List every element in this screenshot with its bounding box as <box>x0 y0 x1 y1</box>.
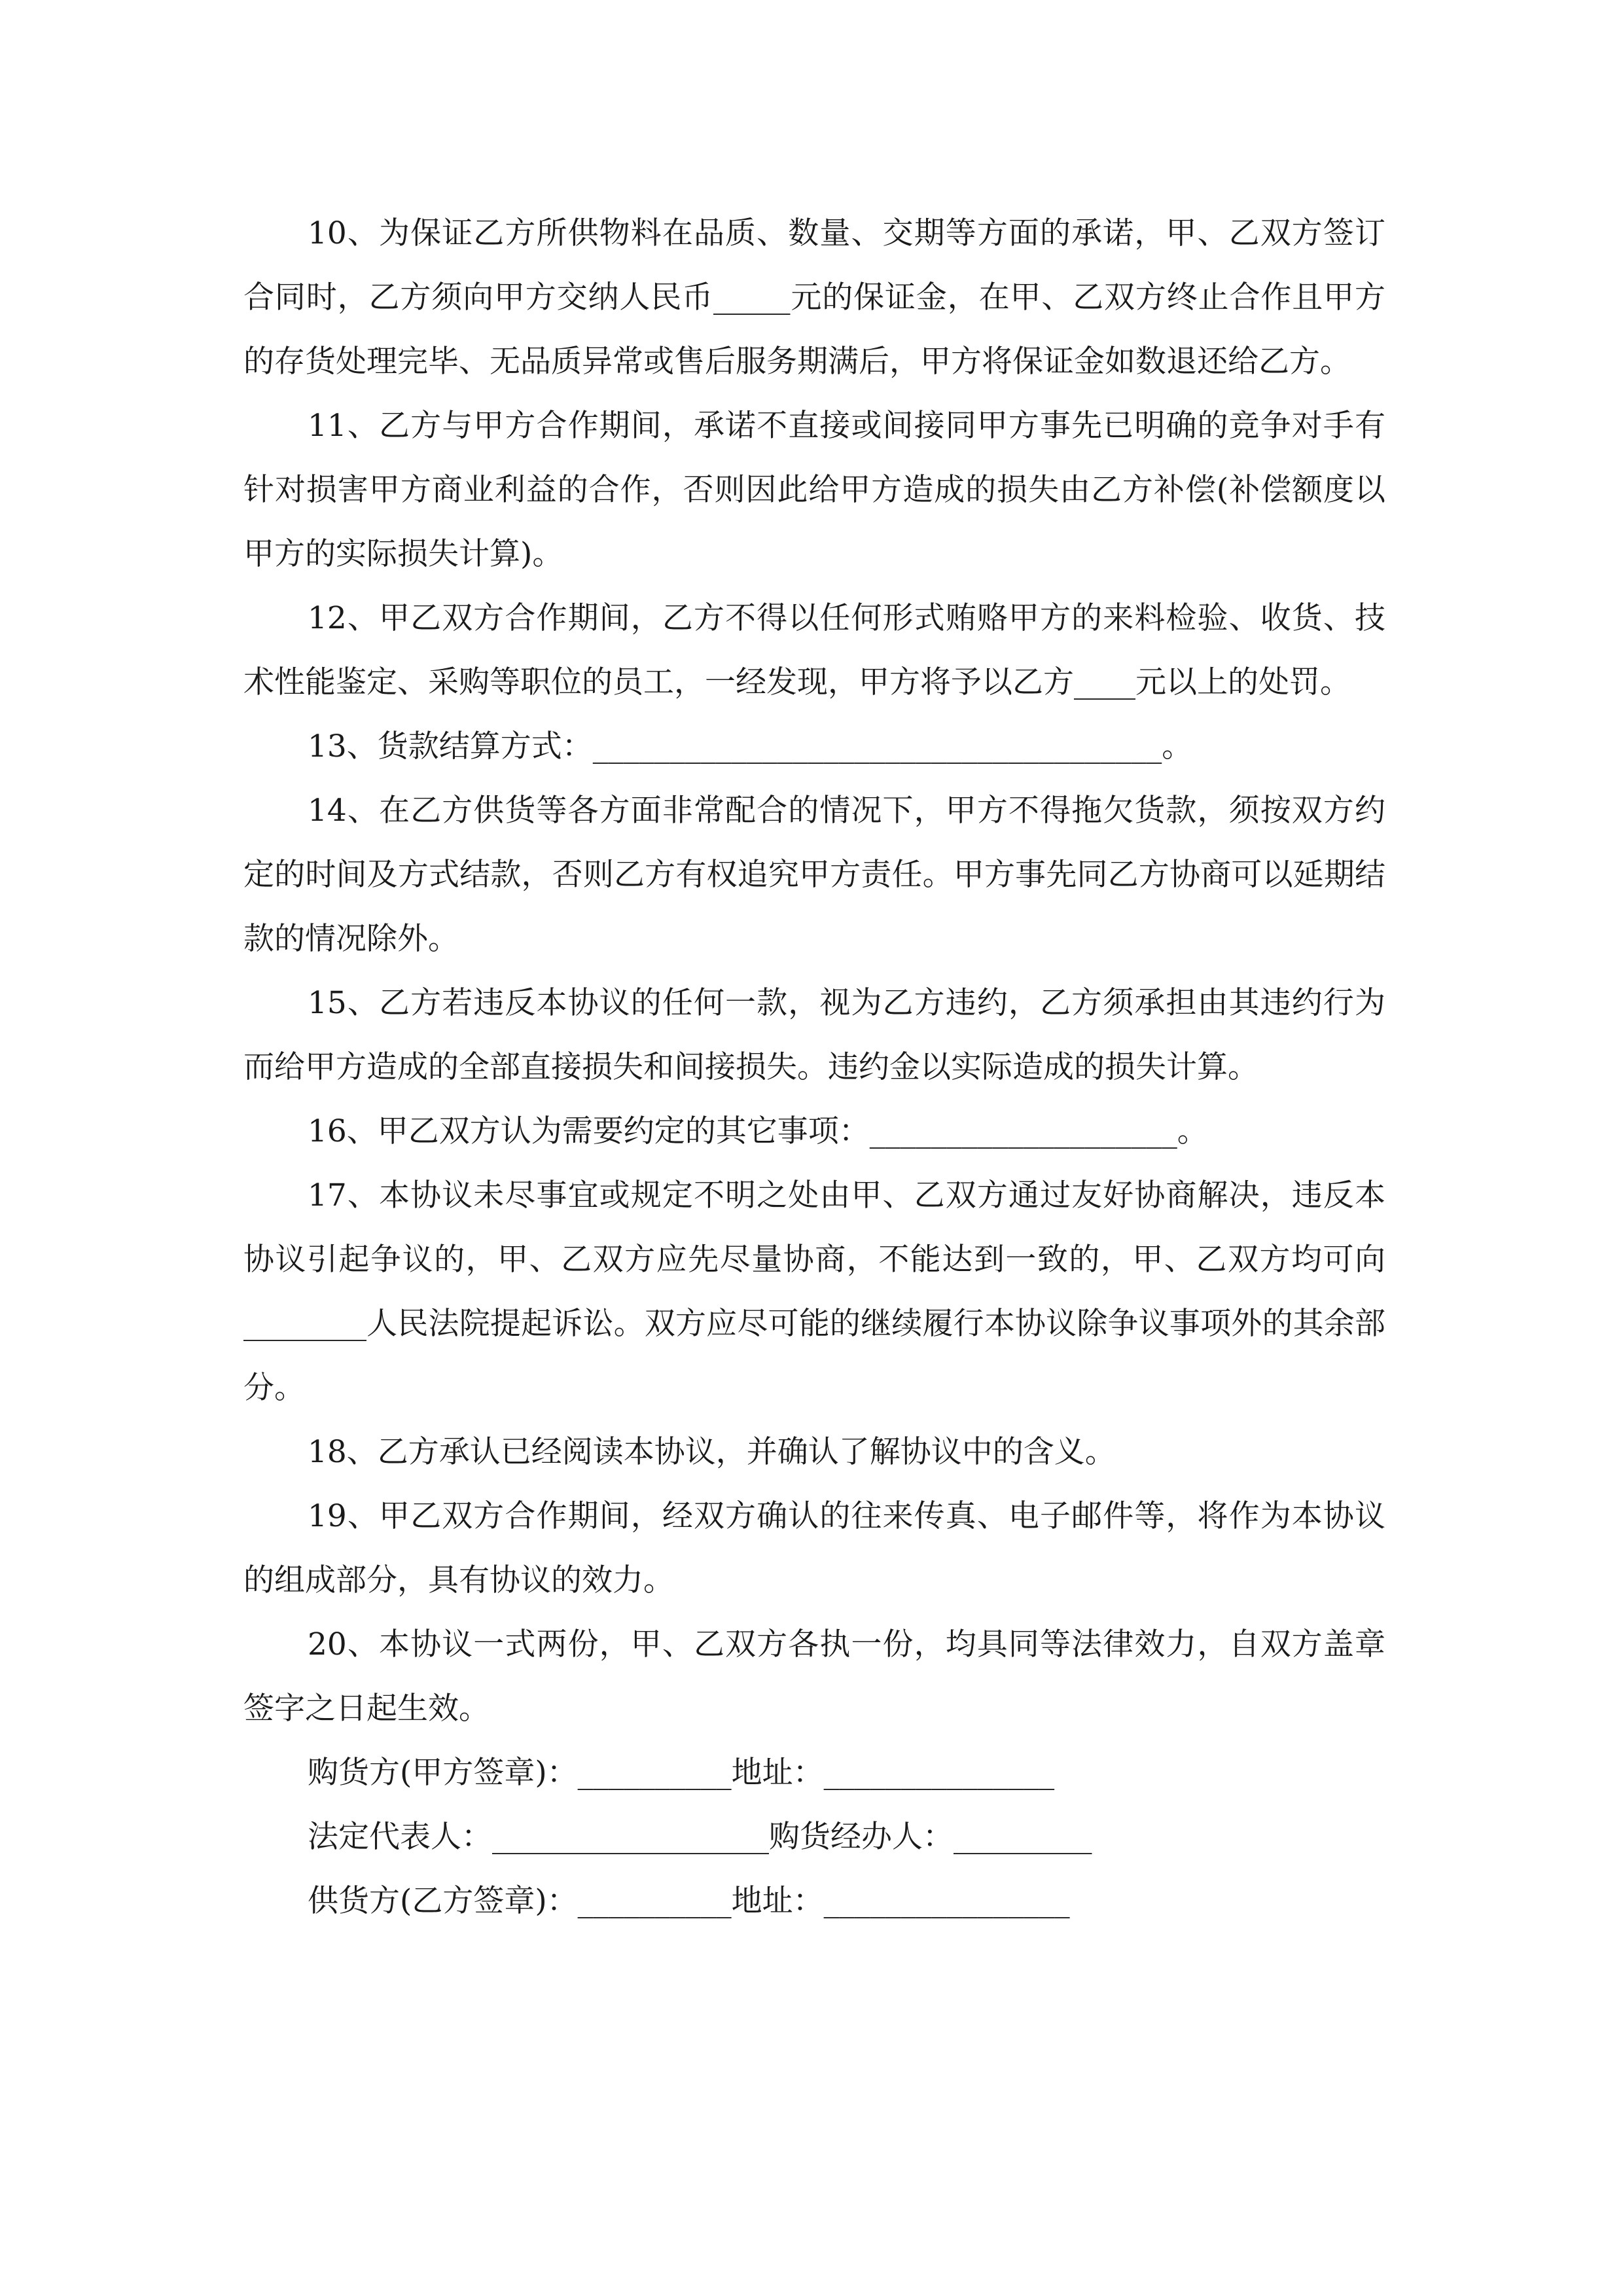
representative-signature-line: 法定代表人：__________________购货经办人：_________ <box>308 1819 1092 1855</box>
clause-15: 15、乙方若违反本协议的任何一款，视为乙方违约，乙方须承担由其违约行为而给甲方造成的全部直接损失和间接损失。违约金以实际造成的损失计算。 <box>243 985 1385 1085</box>
clause-19: 19、甲乙双方合作期间，经双方确认的往来传真、电子邮件等，将作为本协议的组成部分，具有协议的效力。 <box>243 1498 1385 1598</box>
clause-10: 10、为保证乙方所供物料在品质、数量、交期等方面的承诺，甲、乙双方签订合同时，乙方须向甲方交纳人民币_____元的保证金，在甲、乙双方终止合作且甲方的存货处理完毕、无品质异常或售后服务期满后，甲方将保证金如数退还给乙方。 <box>243 215 1385 380</box>
clause-11: 11、乙方与甲方合作期间，承诺不直接或间接同甲方事先已明确的竞争对手有针对损害甲方商业利益的合作，否则因此给甲方造成的损失由乙方补偿(补偿额度以甲方的实际损失计算)。 <box>243 408 1385 572</box>
clause-16: 16、甲乙双方认为需要约定的其它事项：____________________。 <box>308 1113 1208 1149</box>
buyer-signature-line: 购货方(甲方签章)：__________地址：_______________ <box>308 1755 1055 1791</box>
document-body <box>243 202 1385 1933</box>
clause-14: 14、在乙方供货等各方面非常配合的情况下，甲方不得拖欠货款，须按双方约定的时间及方式结款，否则乙方有权追究甲方责任。甲方事先同乙方协商可以延期结款的情况除外。 <box>243 793 1385 957</box>
clause-20: 20、本协议一式两份，甲、乙双方各执一份，均具同等法律效力，自双方盖章签字之日起生效。 <box>243 1626 1385 1727</box>
clause-18: 18、乙方承认已经阅读本协议，并确认了解协议中的含义。 <box>308 1434 1116 1470</box>
clause-13: 13、货款结算方式：_____________________________________。 <box>308 728 1193 764</box>
clause-17: 17、本协议未尽事宜或规定不明之处由甲、乙双方通过友好协商解决，违反本协议引起争议的，甲、乙双方应先尽量协商，不能达到一致的，甲、乙双方均可向________人民法院提起诉讼。双方应尽可能的继续履行本协议除争议事项外的其余部分。 <box>243 1177 1385 1406</box>
clause-12: 12、甲乙双方合作期间，乙方不得以任何形式贿赂甲方的来料检验、收货、技术性能鉴定、采购等职位的员工，一经发现，甲方将予以乙方____元以上的处罚。 <box>243 600 1385 700</box>
supplier-signature-line: 供货方(乙方签章)：__________地址：________________ <box>308 1883 1070 1919</box>
